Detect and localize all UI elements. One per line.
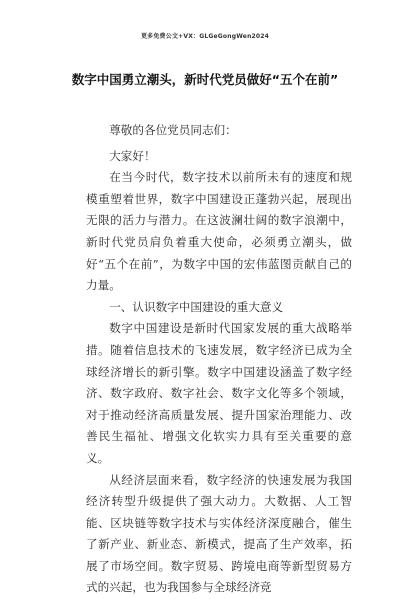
section-heading-1: 一、认识数字中国建设的重大意义 bbox=[86, 297, 352, 319]
paragraph-intro: 在当今时代，数字技术以前所未有的速度和规模重塑着世界，数字中国建设正蓬勃兴起，展现出无限的活力与潜力。在这波澜壮阔的数字浪潮中，新时代党员肩负着重大使命，必须勇立潮头，做好“五个在前”，为数字中国的宏伟蓝图贡献自己的力量。 bbox=[86, 167, 352, 297]
paragraph-significance: 数字中国建设是新时代国家发展的重大战略举措。随着信息技术的飞速发展，数字经济已成为全球经济增长的新引擎。数字中国建设涵盖了数字经济、数字政府、数字社会、数字文化等多个领域，对于推动经济高质量发展、提升国家治理能力、改善民生福祉、增强文化软实力具有至关重要的意义。 bbox=[86, 318, 352, 469]
document-title: 数字中国勇立潮头，新时代党员做好“五个在前” bbox=[0, 70, 410, 88]
document-body bbox=[86, 120, 352, 599]
paragraph-economy: 从经济层面来看，数字经济的快速发展为我国经济转型升级提供了强大动力。大数据、人工智能、区块链等数字技术与实体经济深度融合，催生了新产业、新业态、新模式，提高了生产效率，拓展了市场空间。数字贸易、跨境电商等新型贸易方式的兴起，也为我国参与全球经济竞 bbox=[86, 470, 352, 599]
paragraph-opening: 大家好！ bbox=[86, 146, 352, 168]
greeting: 尊敬的各位党员同志们： bbox=[86, 120, 352, 142]
header-note: 更多免费公文+VX：GLGeGongWen2024 bbox=[0, 31, 410, 40]
